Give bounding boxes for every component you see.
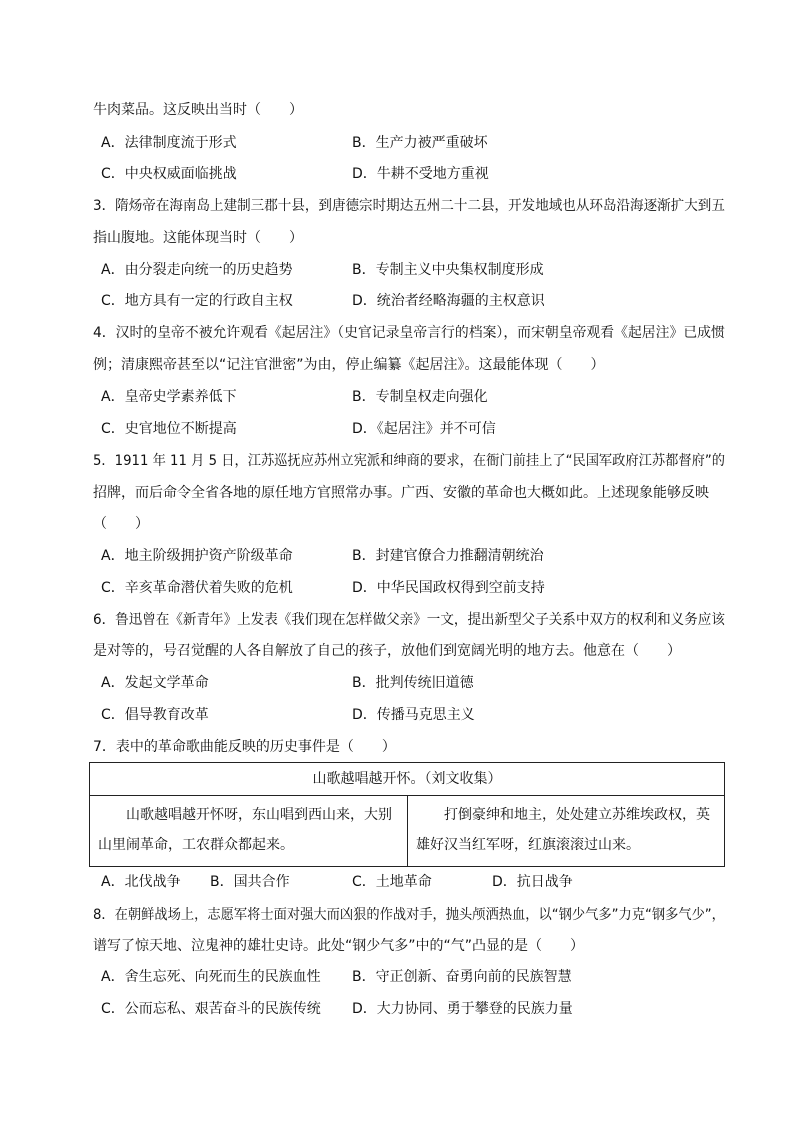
q4-option-c[interactable]: C．史官地位不断提高 bbox=[101, 421, 237, 437]
q4-stem-line1: 4．汉时的皇帝不被允许观看《起居注》（史官记录皇帝言行的档案），而宋朝皇帝观看《起居注》已成惯 bbox=[93, 325, 725, 341]
q5-stem-line3: （ ） bbox=[93, 516, 149, 532]
q2-option-c[interactable]: C．中央权威面临挑战 bbox=[101, 166, 237, 182]
q8-stem-line1: 8．在朝鲜战场上，志愿军将士面对强大而凶狠的作战对手，抛头颅洒热血，以“钢少气多”力克“钢多气少”， bbox=[93, 907, 725, 923]
q3-stem-line2: 指山腹地。这能体现当时（ ） bbox=[93, 230, 303, 246]
q8-option-c[interactable]: C．公而忘私、艰苦奋斗的民族传统 bbox=[101, 1001, 321, 1017]
q4-option-d[interactable]: D．《起居注》并不可信 bbox=[352, 421, 496, 437]
q3-option-d[interactable]: D．统治者经略海疆的主权意识 bbox=[352, 293, 545, 309]
q6-option-b[interactable]: B．批判传统旧道德 bbox=[352, 675, 474, 691]
q4-stem-line2: 例；清康熙帝甚至以“记注官泄密”为由，停止编纂《起居注》。这最能体现（ ） bbox=[93, 357, 605, 373]
q7-stem-line1: 7．表中的革命歌曲能反映的历史事件是（ ） bbox=[93, 739, 396, 755]
q8-stem-line2: 谱写了惊天地、泣鬼神的雄壮史诗。此处“钢少气多”中的“气”凸显的是（ ） bbox=[93, 938, 585, 954]
q2-stem-tail: 牛肉菜品。这反映出当时（ ） bbox=[93, 102, 303, 118]
q2-option-d[interactable]: D．牛耕不受地方重视 bbox=[352, 166, 489, 182]
q7-option-b[interactable]: B．国共合作 bbox=[210, 874, 290, 890]
q7-option-d[interactable]: D．抗日战争 bbox=[492, 874, 573, 890]
q4-option-a[interactable]: A．皇帝史学素养低下 bbox=[101, 389, 237, 405]
q8-option-b[interactable]: B．守正创新、奋勇向前的民族智慧 bbox=[352, 969, 572, 985]
q3-option-a[interactable]: A．由分裂走向统一的历史趋势 bbox=[101, 262, 293, 278]
q3-option-c[interactable]: C．地方具有一定的行政自主权 bbox=[101, 293, 293, 309]
q5-stem-line2: 招牌，而后命令全省各地的原任地方官照常办事。广西、安徽的革命也大概如此。上述现象能够反映 bbox=[93, 485, 709, 501]
q6-option-c[interactable]: C．倡导教育改革 bbox=[101, 707, 209, 723]
song-table-left-cell: 山歌越唱越开怀呀，东山唱到西山来，大别山里闹革命，工农群众都起来。 bbox=[90, 796, 408, 867]
q3-option-b[interactable]: B．专制主义中央集权制度形成 bbox=[352, 262, 544, 278]
q8-option-a[interactable]: A．舍生忘死、向死而生的民族血性 bbox=[101, 969, 321, 985]
q2-option-b[interactable]: B．生产力被严重破坏 bbox=[352, 135, 488, 151]
q6-stem-line1: 6．鲁迅曾在《新青年》上发表《我们现在怎样做父亲》一文，提出新型父子关系中双方的权利和义务应该 bbox=[93, 612, 725, 628]
q7-option-a[interactable]: A．北伐战争 bbox=[101, 874, 181, 890]
q6-stem-line2: 是对等的，号召觉醒的人各自解放了自己的孩子，放他们到宽阔光明的地方去。他意在（ ） bbox=[93, 643, 681, 659]
q5-option-c[interactable]: C．辛亥革命潜伏着失败的危机 bbox=[101, 580, 293, 596]
q6-option-d[interactable]: D．传播马克思主义 bbox=[352, 707, 475, 723]
q4-option-b[interactable]: B．专制皇权走向强化 bbox=[352, 389, 488, 405]
q3-stem-line1: 3．隋炀帝在海南岛上建制三郡十县，到唐德宗时期达五州二十二县，开发地域也从环岛沿海逐渐扩大到五 bbox=[93, 198, 725, 214]
q5-option-d[interactable]: D．中华民国政权得到空前支持 bbox=[352, 580, 545, 596]
q5-stem-line1: 5．1911 年 11 月 5 日，江苏巡抚应苏州立宪派和绅商的要求，在衙门前挂上了“民国军政府江苏都督府”的 bbox=[93, 453, 726, 469]
q6-option-a[interactable]: A．发起文学革命 bbox=[101, 675, 209, 691]
q2-option-a[interactable]: A．法律制度流于形式 bbox=[101, 135, 237, 151]
q5-option-a[interactable]: A．地主阶级拥护资产阶级革命 bbox=[101, 548, 293, 564]
song-table-header: 山歌越唱越开怀。（刘文收集） bbox=[90, 763, 725, 796]
song-table-right-cell: 打倒豪绅和地主，处处建立苏维埃政权，英雄好汉当红军呀，红旗滚滚过山来。 bbox=[408, 796, 725, 867]
q7-option-c[interactable]: C．土地革命 bbox=[352, 874, 432, 890]
q8-option-d[interactable]: D．大力协同、勇于攀登的民族力量 bbox=[352, 1001, 573, 1017]
song-table bbox=[89, 762, 725, 867]
q5-option-b[interactable]: B．封建官僚合力推翻清朝统治 bbox=[352, 548, 544, 564]
